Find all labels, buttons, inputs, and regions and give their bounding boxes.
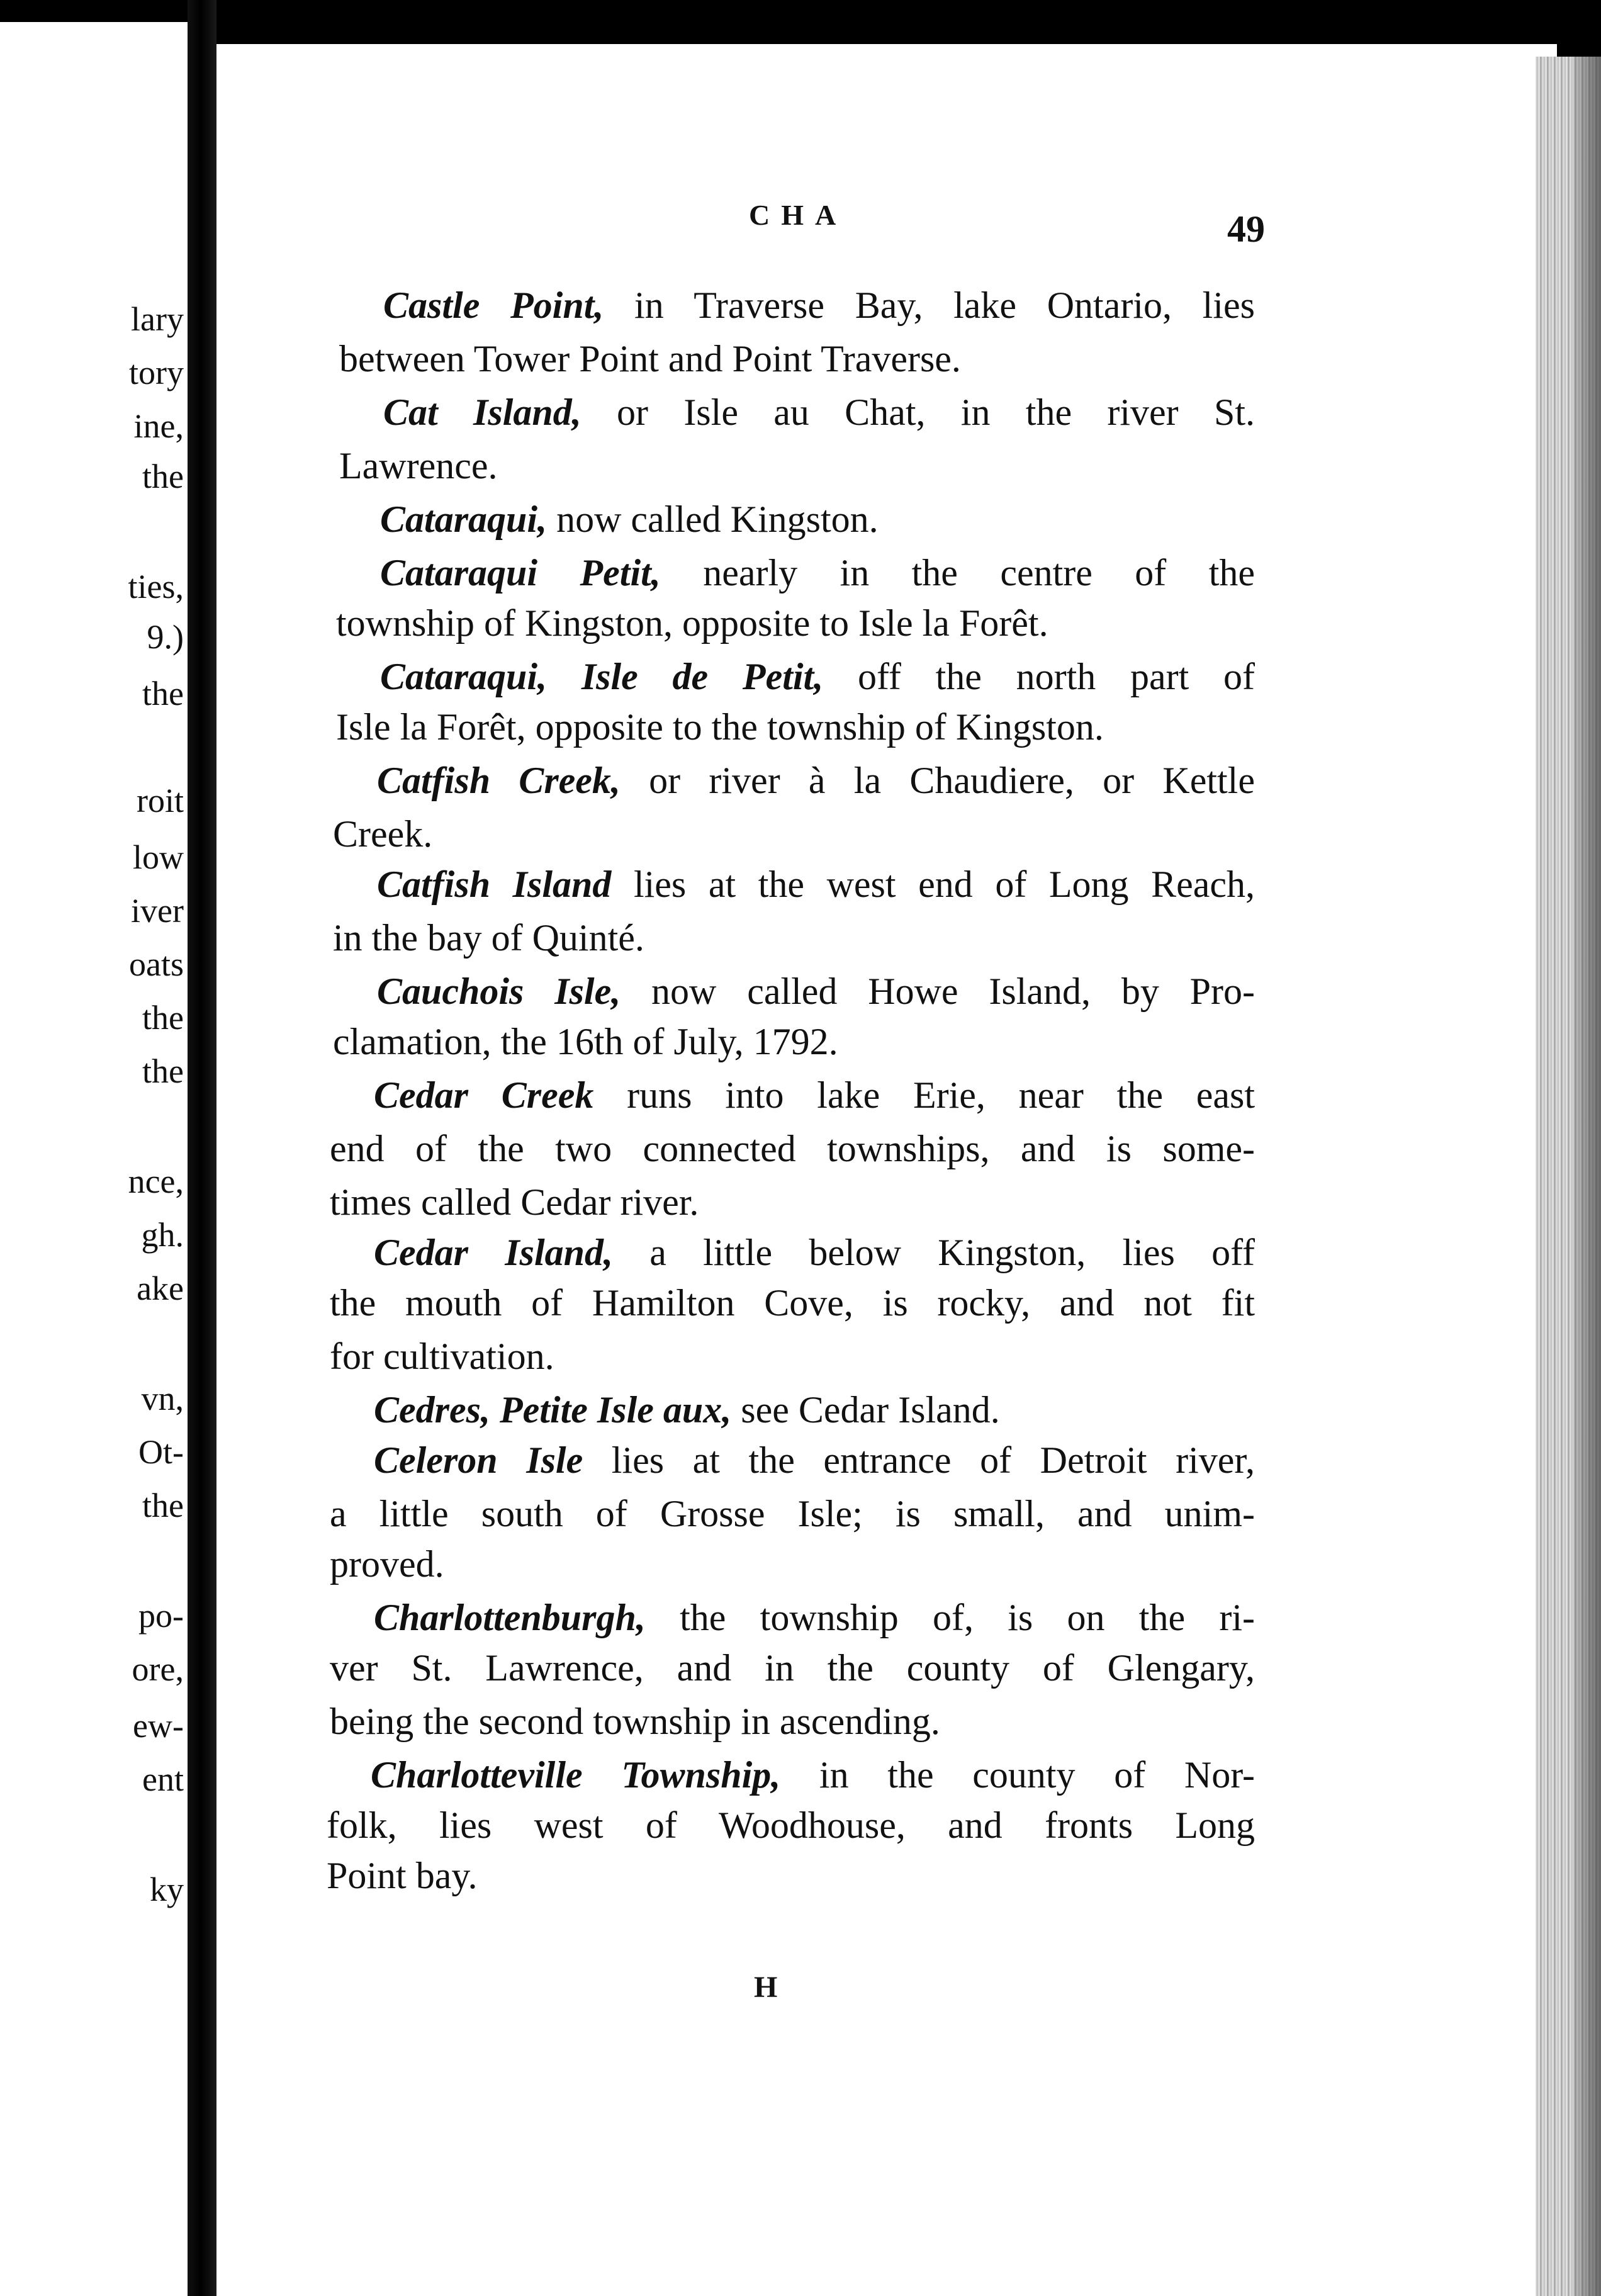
entry-headword-line	[377, 972, 1255, 1010]
entry-headword: Charlottenburgh,	[374, 1597, 646, 1638]
entry-headword-line	[377, 762, 1255, 799]
left-page	[0, 22, 188, 2296]
left-page-fragment: nce,	[128, 1162, 184, 1200]
left-page-fragment: the	[142, 999, 184, 1037]
entry-text: Creek.	[333, 813, 433, 855]
entry-headword: Cedar Creek	[374, 1074, 594, 1116]
left-page-fragment: vn,	[141, 1380, 184, 1417]
entry-headword: Cataraqui,	[380, 498, 548, 540]
entry-continuation-line	[330, 1130, 1255, 1168]
left-page-fragment: ew-	[133, 1707, 184, 1745]
entry-text: now called Howe Island, by Pro-	[621, 971, 1255, 1012]
left-page-fragment: lary	[131, 300, 184, 338]
entry-headword: Catfish Creek,	[377, 760, 621, 801]
entry-text: a little below Kingston, lies off	[613, 1232, 1255, 1273]
entry-headword: Charlotteville Township,	[371, 1754, 781, 1796]
entry-headword-line	[374, 1441, 1255, 1479]
entry-headword-line	[371, 1756, 1255, 1794]
entry-continuation-line	[330, 1545, 444, 1583]
entry-continuation-line	[330, 1702, 940, 1740]
entry-text: the mouth of Hamilton Cove, is rocky, and not fit	[330, 1282, 1255, 1324]
left-page-fragment: iver	[131, 892, 184, 930]
left-page-fragment: ties,	[128, 568, 184, 605]
entry-headword-line	[374, 1391, 1000, 1429]
entry-text: times called Cedar river.	[330, 1181, 699, 1223]
left-page-fragment: Ot-	[138, 1433, 184, 1471]
entry-headword-line	[380, 658, 1255, 695]
entry-text: end of the two connected townships, and is some-	[330, 1128, 1255, 1169]
entry-text: Lawrence.	[339, 445, 498, 487]
entry-text: or river à la Chaudiere, or Kettle	[620, 760, 1255, 801]
entry-text: or Isle au Chat, in the river St.	[581, 391, 1255, 433]
left-page-fragment: roit	[137, 782, 184, 819]
entry-continuation-line	[333, 815, 432, 853]
entry-continuation-line	[330, 1495, 1255, 1533]
book-spine	[188, 0, 216, 2296]
left-page-fragment: po-	[138, 1597, 184, 1635]
running-head: CHA	[749, 199, 848, 231]
left-page-fragment: low	[133, 838, 184, 876]
entry-text: nearly in the centre of the	[660, 552, 1255, 594]
entry-headword: Castle Point,	[383, 284, 604, 326]
entry-headword: Cataraqui Petit,	[380, 552, 661, 594]
left-page-fragment: 9.)	[147, 618, 184, 656]
left-page-fragment: tory	[129, 354, 184, 391]
entry-text: off the north part of	[823, 656, 1255, 697]
left-page-fragment: the	[142, 1487, 184, 1524]
entry-text: Point bay.	[327, 1855, 478, 1896]
entry-headword-line	[374, 1599, 1255, 1636]
entry-text: between Tower Point and Point Traverse.	[339, 338, 961, 380]
entry-text: ver St. Lawrence, and in the county of Glengary,	[330, 1647, 1255, 1689]
entry-headword-line	[377, 865, 1255, 903]
left-page-fragment: the	[142, 675, 184, 712]
entry-continuation-line	[339, 340, 961, 378]
entry-continuation-line	[330, 1649, 1255, 1687]
left-page-fragment: ake	[137, 1269, 184, 1307]
left-page-fragment: ore,	[132, 1650, 184, 1688]
entry-headword-line	[380, 500, 879, 538]
entry-text: in Traverse Bay, lake Ontario, lies	[604, 284, 1255, 326]
entry-headword-line	[374, 1234, 1255, 1271]
entry-text: proved.	[330, 1543, 444, 1585]
entry-text: township of Kingston, opposite to Isle la Forêt.	[336, 602, 1048, 644]
entry-headword: Cauchois Isle,	[377, 971, 621, 1012]
entry-continuation-line	[330, 1337, 554, 1375]
page-number: 49	[1227, 208, 1265, 250]
entry-text: being the second township in ascending.	[330, 1701, 940, 1742]
signature-mark: H	[754, 1971, 778, 2004]
entry-continuation-line	[333, 1023, 838, 1061]
entry-text: the township of, is on the ri-	[645, 1597, 1255, 1638]
entry-headword: Cataraqui, Isle de Petit,	[380, 656, 824, 697]
entry-headword-line	[374, 1076, 1255, 1114]
left-page-fragment: the	[142, 458, 184, 495]
entry-headword-line	[383, 286, 1255, 324]
right-page	[216, 44, 1557, 2296]
entry-text: lies at the entrance of Detroit river,	[583, 1439, 1256, 1481]
entry-text: now called Kingston.	[547, 498, 879, 540]
left-page-fragment: oats	[129, 945, 184, 983]
entry-text: runs into lake Erie, near the east	[593, 1074, 1255, 1116]
entry-text: see Cedar Island.	[731, 1389, 1000, 1431]
left-page-fragment: gh.	[141, 1216, 184, 1254]
left-page-fragment: ine,	[133, 407, 184, 445]
entry-text: in the county of Nor-	[780, 1754, 1255, 1796]
left-page-fragment: the	[142, 1052, 184, 1090]
entry-headword: Cedar Island,	[374, 1232, 613, 1273]
entry-headword-line	[383, 393, 1255, 431]
entry-continuation-line	[330, 1183, 699, 1221]
entry-text: in the bay of Quinté.	[333, 917, 644, 959]
entry-continuation-line	[336, 604, 1048, 642]
left-page-fragment: ky	[150, 1871, 184, 1908]
scan-top-band	[0, 0, 1601, 50]
entry-text: a little south of Grosse Isle; is small, and unim-	[330, 1493, 1255, 1534]
left-page-fragment: ent	[142, 1760, 184, 1798]
entry-text: Isle la Forêt, opposite to the township of Kingston.	[336, 706, 1104, 748]
page-edge-shadow	[1573, 57, 1601, 2296]
entry-continuation-line	[339, 447, 497, 485]
entry-headword: Catfish Island	[377, 864, 612, 905]
entry-headword: Celeron Isle	[374, 1439, 583, 1481]
entry-text: lies at the west end of Long Reach,	[611, 864, 1256, 905]
entry-headword: Cat Island,	[383, 391, 581, 433]
entry-continuation-line	[333, 919, 644, 957]
entry-headword-line	[380, 554, 1255, 592]
entry-text: for cultivation.	[330, 1336, 554, 1377]
entry-text: folk, lies west of Woodhouse, and fronts Long	[327, 1804, 1255, 1846]
entry-continuation-line	[327, 1857, 477, 1894]
entry-continuation-line	[336, 708, 1104, 746]
entry-continuation-line	[327, 1806, 1255, 1844]
entry-headword: Cedres, Petite Isle aux,	[374, 1389, 732, 1431]
entry-text: clamation, the 16th of July, 1792.	[333, 1021, 838, 1062]
entry-continuation-line	[330, 1284, 1255, 1322]
